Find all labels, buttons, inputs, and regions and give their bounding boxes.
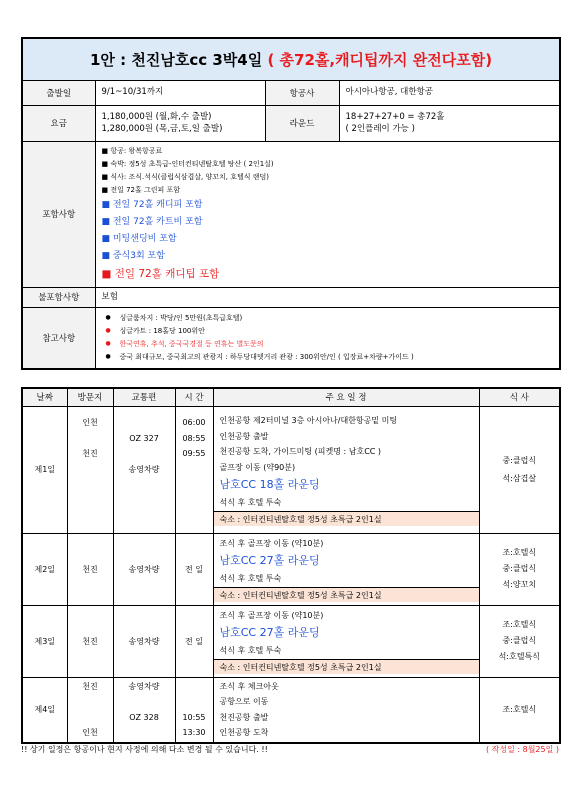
place-text xyxy=(68,710,113,726)
page-title xyxy=(22,38,560,80)
activity-text: 골프장 이동 (약90분) xyxy=(219,462,296,472)
day-places xyxy=(67,406,113,533)
day-places xyxy=(67,677,113,743)
activity-text: 조식 후 골프장 이동 (약10분) xyxy=(219,610,324,620)
meal-text: 중:클럽식 xyxy=(502,636,537,645)
meal-text: 중:클럽식 xyxy=(502,564,537,573)
day-label: 제4일 xyxy=(22,677,67,743)
meal-text: 석:양꼬치 xyxy=(502,580,537,589)
round-text: 남호CC 27홀 라운딩 xyxy=(219,626,320,640)
transport-text xyxy=(114,508,175,524)
hotel-text: 숙소 : 인터컨티넨탈호텔 정5성 초특급 2인1실 xyxy=(214,659,479,675)
departure-value: 9/1~10/31까지 xyxy=(95,80,265,105)
departure-label: 출발일 xyxy=(22,80,95,105)
transport-text: 송영차량 xyxy=(128,464,160,474)
round-line-1: 18+27+27+0 = 총72홀 xyxy=(345,111,445,122)
hotel-text: 숙소 : 인터컨티넨탈호텔 정5성 초특급 2인1실 xyxy=(214,587,479,603)
schedule-header-row xyxy=(22,388,560,406)
day-times xyxy=(175,677,213,743)
transport-text xyxy=(114,493,175,509)
day-label: 제2일 xyxy=(22,533,67,605)
title-row xyxy=(22,38,560,80)
meal-text: 조:호텔식 xyxy=(502,548,537,557)
footer-date: ( 작성일 : 8월25일 ) xyxy=(485,745,559,754)
time-text xyxy=(176,462,213,478)
time-text: 10:55 xyxy=(182,712,206,722)
place-text: 인천 xyxy=(82,418,98,428)
airline-label: 항공사 xyxy=(265,80,339,105)
activity-text: 인천공항 도착 xyxy=(219,728,269,738)
fee-line-1: 1,180,000원 (월,화,수 출발) xyxy=(101,111,212,122)
included-item: ■ 미팅샌딩비 포함 xyxy=(101,233,177,244)
time-text: 06:00 xyxy=(182,418,206,428)
day-meals xyxy=(479,533,560,605)
excluded-label: 불포함사항 xyxy=(22,287,95,307)
airline-value: 아시아나항공, 대한항공 xyxy=(339,80,560,105)
round-value xyxy=(339,105,560,141)
included-list xyxy=(95,141,560,287)
time-text xyxy=(176,508,213,524)
day-time: 전 일 xyxy=(175,533,213,605)
included-item: ■ 숙박: 정5성 초특급-인터컨티넨탈호텔 탕산 ( 2인1실) xyxy=(101,159,274,168)
round-label: 라운드 xyxy=(265,105,339,141)
footer xyxy=(21,744,559,755)
info-table xyxy=(21,37,561,370)
header-time: 시 간 xyxy=(175,388,213,406)
included-label: 포함사항 xyxy=(22,141,95,287)
included-item: ■ 전일 72홀 그린피 포함 xyxy=(101,185,181,194)
included-item: ■ 항공: 왕복항공료 xyxy=(101,146,163,155)
transport-text xyxy=(114,725,175,741)
fee-line-2: 1,280,000원 (목,금,토,일 출발) xyxy=(101,124,223,134)
time-text: 09:55 xyxy=(182,449,206,459)
day-meals xyxy=(479,406,560,533)
place-text xyxy=(68,431,113,447)
time-text xyxy=(176,493,213,509)
notes-label: 참고사항 xyxy=(22,307,95,369)
place-text xyxy=(68,462,113,478)
time-text xyxy=(176,679,213,695)
activity-text: 인천공항 제2터미널 3층 아시아나/대한항공밑 미팅 xyxy=(219,416,398,425)
transport-text: OZ 328 xyxy=(129,712,159,722)
included-item: ■ 전일 72홀 캐디피 포함 xyxy=(101,199,203,210)
meal-text: 석:호텔특식 xyxy=(498,652,540,661)
day-place: 천진 xyxy=(67,533,113,605)
place-text: 천진 xyxy=(82,449,98,459)
note-item: ● 중국 최대규모, 중국최고의 관광지 : 하두당대뎃거리 관광 : 300위안/인 ( 입장료+차량+가이드 ) xyxy=(102,351,554,364)
transport-text xyxy=(114,477,175,493)
day-transport: 송영차량 xyxy=(113,605,175,677)
footer-notice: !! 상기 일정은 항공이나 현지 사정에 의해 다소 변경 될 수 있습니다. !! xyxy=(21,745,268,754)
day-times xyxy=(175,406,213,533)
day-activities xyxy=(213,677,479,743)
table-row xyxy=(22,533,560,605)
hotel-text: 숙소 : 인터컨티넨탈호텔 정5성 초특급 2인1실 xyxy=(214,511,479,527)
included-item: ■ 식사: 조식.석식(클럽식삼겹살, 양꼬치, 호텔식 랜덤) xyxy=(101,172,269,181)
fee-label: 요금 xyxy=(22,105,95,141)
day-label: 제3일 xyxy=(22,605,67,677)
meal-text: 중:클럽식 xyxy=(502,455,537,465)
time-text: 13:30 xyxy=(182,728,206,738)
included-item: ■ 전일 72홀 캐디팁 포함 xyxy=(101,267,220,280)
header-meals: 식 사 xyxy=(479,388,560,406)
place-text xyxy=(68,477,113,493)
fee-value xyxy=(95,105,265,141)
time-text: 08:55 xyxy=(182,433,206,443)
meal-text: 석:삼겹살 xyxy=(502,473,537,483)
activity-text: 인천공항 출발 xyxy=(219,431,269,441)
time-text xyxy=(176,694,213,710)
activity-text: 석식 후 호텔 투숙 xyxy=(219,574,282,584)
header-transport: 교통편 xyxy=(113,388,175,406)
place-text xyxy=(68,493,113,509)
round-text: 남호CC 27홀 라운딩 xyxy=(219,554,320,568)
activity-text: 석식 후 호텔 투숙 xyxy=(219,646,282,656)
schedule-table xyxy=(21,387,561,744)
transport-text xyxy=(114,694,175,710)
table-row xyxy=(22,677,560,743)
header-date: 날짜 xyxy=(22,388,67,406)
day-transport xyxy=(113,406,175,533)
excluded-value: 보험 xyxy=(95,287,560,307)
day-activities xyxy=(213,406,479,533)
activity-text: 조식 후 체크아웃 xyxy=(219,681,279,691)
day-place: 천진 xyxy=(67,605,113,677)
note-item: ● 싱글카트 : 18홀당 100위안 xyxy=(102,325,554,338)
table-row xyxy=(22,605,560,677)
transport-text xyxy=(114,415,175,431)
transport-text xyxy=(114,446,175,462)
day-meals: 조:호텔식 xyxy=(479,677,560,743)
place-text xyxy=(68,508,113,524)
title-highlight: ( 총72홀,캐디팁까지 완전다포함) xyxy=(267,50,493,69)
header-itinerary: 주 요 일 정 xyxy=(213,388,479,406)
note-item: ● 싱글룸차지 : 박당/인 5만원(초특급호텔) xyxy=(102,312,554,325)
included-item: ■ 중식3회 포함 xyxy=(101,250,165,261)
place-text xyxy=(68,694,113,710)
meal-text: 조:호텔식 xyxy=(502,620,537,629)
transport-text: OZ 327 xyxy=(129,433,159,443)
activity-text: 천진공항 도착, 가이드미팅 (피켓명 : 남호CC ) xyxy=(219,447,382,456)
day-transport xyxy=(113,677,175,743)
time-text xyxy=(176,477,213,493)
day-activities xyxy=(213,605,479,677)
table-row xyxy=(22,406,560,533)
place-text: 인천 xyxy=(82,728,98,738)
note-item: ● 한국연휴, 추석, 중국국경절 등 연휴는 별도문의 xyxy=(102,338,554,351)
activity-text: 공항으로 이동 xyxy=(219,697,269,707)
day-activities xyxy=(213,533,479,605)
day-transport: 송영차량 xyxy=(113,533,175,605)
activity-text: 석식 후 호텔 투숙 xyxy=(219,498,282,507)
activity-text: 천진공항 출발 xyxy=(219,712,269,722)
round-text: 남호CC 18홀 라운딩 xyxy=(219,478,320,491)
day-meals xyxy=(479,605,560,677)
transport-text: 송영차량 xyxy=(128,681,160,691)
notes-list xyxy=(95,307,560,369)
day-time: 전 일 xyxy=(175,605,213,677)
included-item: ■ 전일 72홀 카트비 포함 xyxy=(101,216,203,227)
day-label: 제1일 xyxy=(22,406,67,533)
place-text: 천진 xyxy=(82,681,98,691)
title-main: 1안 : 천진남호cc 3박4일 xyxy=(90,50,263,69)
activity-text: 조식 후 골프장 이동 (약10분) xyxy=(219,538,324,548)
header-place: 방문지 xyxy=(67,388,113,406)
round-line-2: ( 2인플레이 가능 ) xyxy=(345,124,415,134)
